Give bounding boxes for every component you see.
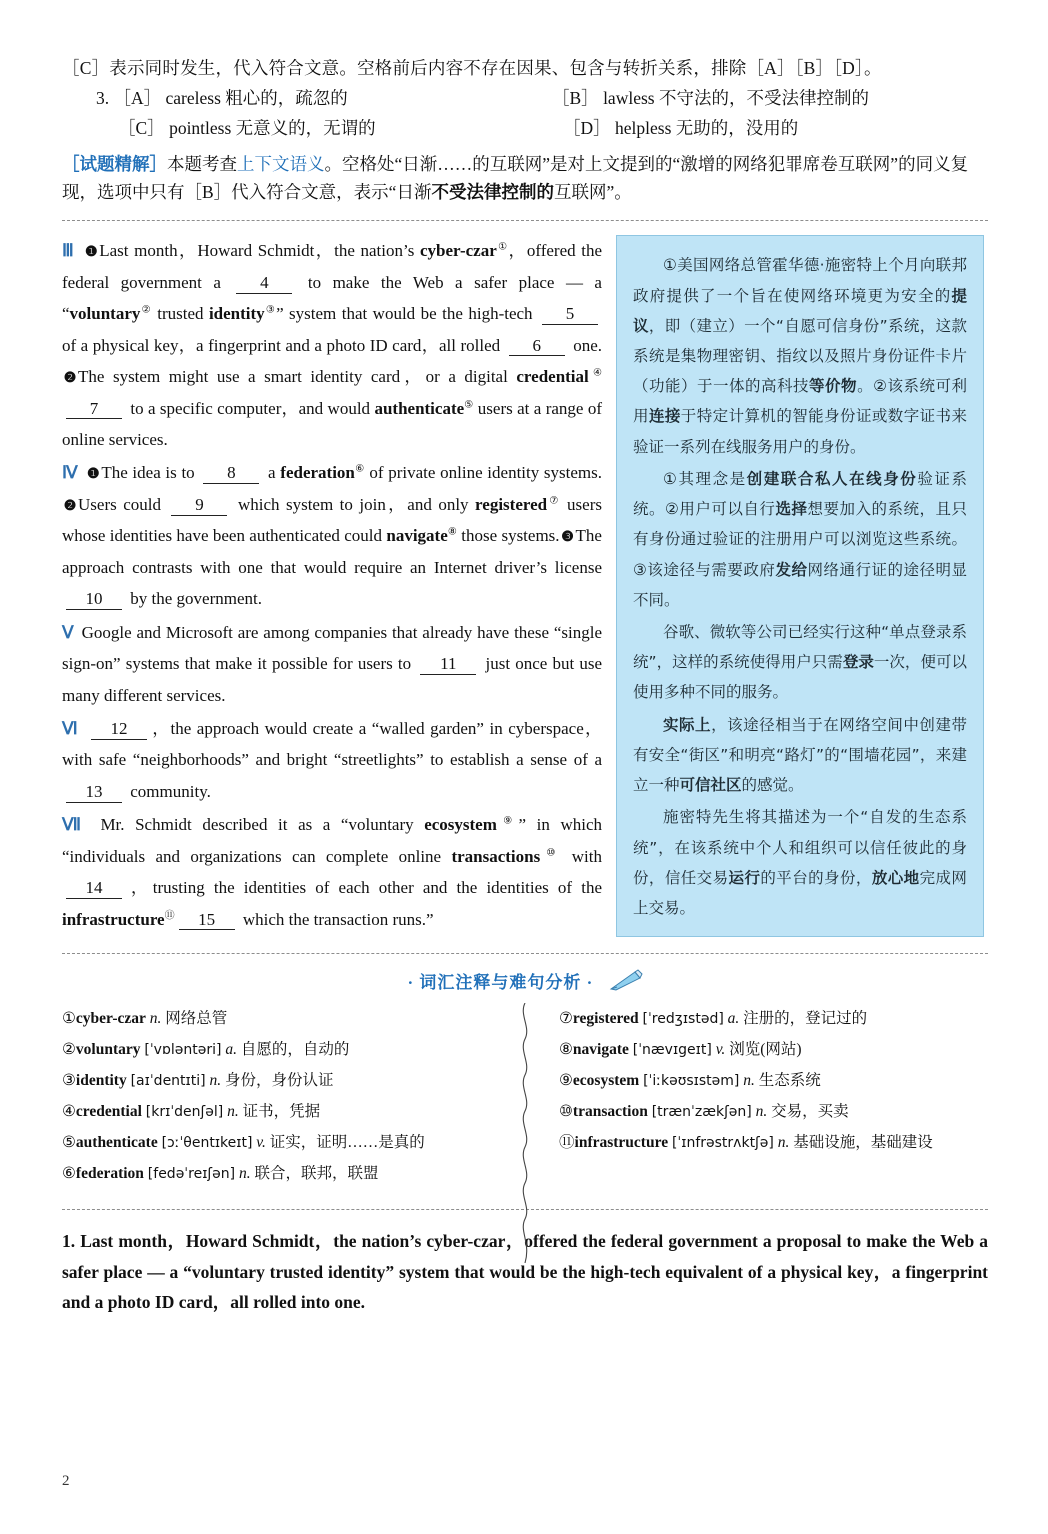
entry-index: ⑥ — [62, 1165, 76, 1182]
passage-text: Google and Microsoft are among companies that already have these “single sign-on” systems that make it possible for users to — [62, 622, 602, 674]
passage-text: The idea is to — [101, 463, 200, 483]
sentence-marker: ❸ — [561, 530, 574, 546]
keyword: federation — [280, 463, 355, 483]
entry-phonetic: [ˈɪnfrəstrʌktʃə] — [671, 1135, 774, 1151]
entry-pos: a. — [225, 1041, 237, 1058]
footnote-marker: ⑦ — [547, 495, 561, 507]
vocabulary-right-column — [525, 1003, 988, 1189]
option-a-word: careless — [165, 88, 221, 109]
entry-pos: v. — [715, 1041, 726, 1058]
translation-text: 。②该系统可利用 — [633, 377, 967, 426]
translation-text: ①其理念是 — [663, 469, 747, 488]
keyword: navigate — [386, 526, 448, 546]
passage-text: ，the approach would create a “walled garden” in cyberspace，with safe “neighborhoods” and bright “streetlights” to establish a sense of a — [62, 718, 603, 770]
keyword: credential — [516, 367, 589, 387]
entry-meaning: 交易，买卖 — [771, 1103, 849, 1120]
keyword: authenticate — [374, 398, 465, 418]
entry-index: ② — [62, 1041, 76, 1058]
explanation-text-2: 。空格处“日渐……的互联网”是对上文提到的“激增的网络犯罪席卷互联网”的同义复现，选项中只有［B］代入符合文意，表示“日渐 — [62, 154, 969, 203]
translation-text: 于特定计算机的智能身份证或数字证书来验证一系列在线服务用户的身份。 — [633, 407, 967, 456]
entry-index: ⑧ — [559, 1041, 573, 1058]
option-c-word: pointless — [169, 118, 232, 139]
entry-phonetic: [trænˈzækʃən] — [651, 1104, 752, 1120]
entry-meaning: 浏览(网站) — [729, 1041, 802, 1058]
passage-text: The system might use a smart identity card，or a digital — [78, 367, 517, 387]
vocabulary-entry — [62, 1096, 507, 1127]
vocabulary-entry — [559, 1127, 970, 1158]
vocabulary-entry — [62, 1127, 507, 1158]
entry-index: ④ — [62, 1103, 76, 1120]
option-a-tag: ［A］ — [113, 88, 162, 109]
passage-text: Last month，Howard Schmidt，the nation’s — [99, 241, 420, 261]
entry-pos: n. — [209, 1072, 222, 1089]
entry-meaning: 注册的，登记过的 — [743, 1010, 868, 1027]
footnote-marker: ⑤ — [464, 398, 474, 410]
footnote-marker: ⑥ — [354, 463, 365, 475]
sentence-marker: ❶ — [87, 467, 100, 483]
passage-text: of a physical key，a fingerprint and a photo ID card，all rolled — [62, 335, 505, 355]
passage-text: to make the Web a safer place — a “ — [62, 272, 602, 324]
entry-index: ① — [62, 1010, 76, 1027]
english-passage-column — [62, 235, 602, 937]
option-b-word: lawless — [603, 88, 655, 109]
translation-paragraph — [633, 617, 967, 708]
page-number: 2 — [62, 1473, 70, 1489]
keyword: registered — [475, 494, 548, 514]
entry-meaning: 自愿的，自动的 — [240, 1041, 350, 1058]
translation-text: 谷歌、微软等公司已经实行这种“单点登录系统”，这样的系统使得用户只需 — [633, 623, 967, 672]
translation-text: 的感觉。 — [741, 776, 804, 795]
translation-text: ，该途径相当于在网络空间中创建带有安全“街区”和明亮“路灯”的“围墙花园”，来建立一种 — [633, 715, 967, 795]
vocabulary-entry — [559, 1034, 970, 1065]
vocabulary-left-column — [62, 1003, 525, 1189]
english-paragraph — [62, 235, 602, 455]
passage-text: by the government. — [126, 589, 262, 609]
vocabulary-entry — [559, 1003, 970, 1034]
passage-text: ” in which “individuals and organizations can complete online — [62, 815, 602, 866]
option-d-word: helpless — [615, 118, 672, 139]
footnote-marker: ⑩ — [540, 847, 562, 859]
explanation-text-1: 本题考查 — [167, 154, 237, 175]
entry-index: ⑦ — [559, 1010, 573, 1027]
sentence-number: 1. — [62, 1231, 76, 1251]
entry-pos: n. — [755, 1103, 768, 1120]
entry-word: authenticate — [75, 1134, 158, 1151]
blank-number: 12 — [91, 720, 147, 740]
entry-index: ⑤ — [62, 1134, 76, 1151]
translation-paragraph — [633, 710, 967, 801]
entry-word: registered — [572, 1010, 639, 1027]
entry-pos: a. — [727, 1010, 740, 1027]
passage-text: community. — [126, 781, 211, 801]
keyword: ecosystem — [424, 815, 497, 835]
vocabulary-entry — [559, 1096, 970, 1127]
entry-word: federation — [75, 1165, 144, 1182]
explanation-paragraph — [62, 150, 988, 206]
vocabulary-title — [62, 966, 988, 993]
option-b-tag: ［B］ — [552, 88, 599, 109]
footnote-marker: ② — [140, 304, 152, 316]
translation-highlight: 实际上 — [663, 715, 712, 734]
passage-text: with — [561, 846, 603, 866]
translation-highlight: 发给 — [775, 560, 808, 579]
blank-number: 7 — [66, 400, 122, 420]
entry-phonetic: [fedəˈreɪʃən] — [147, 1166, 236, 1182]
translation-highlight: 登录 — [842, 653, 874, 672]
pen-icon — [609, 969, 643, 996]
entry-word: transaction — [572, 1103, 648, 1120]
passage-text: Users could — [78, 494, 168, 514]
passage-text: of private online identity systems. — [364, 463, 603, 483]
translation-highlight: 等价物 — [809, 377, 858, 396]
english-paragraph — [62, 617, 602, 711]
entry-word: ecosystem — [572, 1072, 640, 1089]
blank-number: 4 — [236, 274, 292, 294]
translation-text: ①美国网络总管霍华德·施密特上个月向联邦政府提供了一个旨在使网络环境更为安全的 — [633, 256, 967, 305]
entry-word: voluntary — [75, 1041, 141, 1058]
english-paragraph — [62, 457, 602, 614]
explanation-text-3: 互联网”。 — [553, 182, 632, 203]
translation-highlight: 可信社区 — [679, 776, 742, 795]
translation-text: 网络通行证的途径明显不同。 — [633, 560, 967, 609]
passage-text: The approach contrasts with one that would require an Internet driver’s license — [62, 526, 602, 577]
entry-phonetic: [ɔːˈθentɪkeɪt] — [161, 1135, 253, 1151]
option-a-zh: 粗心的，疏忽的 — [225, 88, 348, 109]
option-d-zh: 无助的，没用的 — [675, 118, 799, 139]
option-c — [88, 115, 543, 142]
entry-phonetic: [ˈiːkəʊsɪstəm] — [643, 1073, 740, 1089]
explanation-keyword: 上下文语义 — [237, 154, 325, 175]
passage-section — [62, 220, 988, 937]
passage-text: which the transaction runs.” — [238, 909, 434, 929]
option-a — [88, 85, 532, 112]
entry-word: navigate — [572, 1041, 629, 1058]
entry-word: credential — [75, 1103, 142, 1120]
blank-number: 10 — [66, 590, 122, 610]
keyword: infrastructure — [62, 909, 165, 929]
entry-index: ⑨ — [559, 1072, 573, 1089]
option-row-ab — [62, 85, 988, 112]
entry-phonetic: [ˈnævɪgeɪt] — [632, 1042, 712, 1058]
entry-pos: n. — [777, 1134, 790, 1151]
blank-number: 9 — [171, 496, 227, 516]
entry-pos: n. — [149, 1010, 162, 1027]
translation-text: 验证系统。②用户可以自行 — [633, 469, 967, 519]
passage-text: which system to join，and only — [231, 494, 476, 514]
sentence-marker: ❷ — [63, 371, 77, 387]
translation-paragraph — [633, 464, 967, 615]
option-c-zh: 无意义的，无谓的 — [235, 118, 376, 139]
passage-text: those systems. — [456, 526, 560, 546]
blank-number: 13 — [66, 783, 122, 803]
option-b — [532, 85, 988, 112]
entry-meaning: 基础设施，基础建设 — [793, 1134, 933, 1151]
translation-highlight: 放心地 — [871, 868, 920, 887]
passage-text: users at a range of online services. — [62, 398, 602, 449]
sentence-text: Last month，Howard Schmidt，the nation’s cyber-czar，offered the federal government a proposal to make the Web a safer place — a “voluntary trusted identity” system that would be the high-tech equivalent of a physical key，a fingerprint and a photo ID card，all rolled into one. — [62, 1231, 989, 1313]
passage-text: ，offered the federal government a — [62, 241, 603, 292]
translation-highlight: 选择 — [775, 500, 808, 519]
translation-text: 的平台的身份， — [760, 868, 872, 887]
entry-pos: n. — [227, 1103, 239, 1120]
entry-phonetic: [krɪˈdenʃəl] — [145, 1104, 224, 1120]
answer-key-block — [62, 55, 988, 206]
translation-highlight: 运行 — [728, 868, 761, 887]
translation-paragraph — [633, 250, 967, 462]
paragraph-marker: Ⅳ — [62, 463, 79, 483]
paragraph-marker: Ⅲ — [62, 241, 76, 261]
paragraph-marker: Ⅵ — [62, 718, 80, 738]
entry-meaning: 生态系统 — [758, 1072, 821, 1089]
entry-meaning: 网络总管 — [165, 1010, 228, 1027]
entry-meaning: 联合，联邦，联盟 — [254, 1165, 379, 1182]
entry-meaning: 证实，证明……是真的 — [269, 1134, 425, 1151]
keyword: voluntary — [69, 304, 141, 324]
entry-phonetic: [ˈredʒɪstəd] — [642, 1011, 724, 1027]
blank-number: 14 — [66, 879, 122, 899]
translation-text: 想要加入的系统，且只有身份通过验证的注册用户可以浏览这些系统。③该途径与需要政府 — [633, 500, 967, 579]
explanation-bold: 不受法律控制的 — [431, 182, 554, 203]
entry-phonetic: [aɪˈdentɪti] — [130, 1073, 206, 1089]
explanation-tag: ［试题精解］ — [62, 154, 167, 175]
passage-text: Mr. Schmidt described it as a “voluntary — [100, 815, 425, 835]
wavy-divider — [518, 1003, 532, 1263]
passage-text: ” system that would be the high-tech — [276, 304, 538, 324]
vocabulary-entry — [62, 1003, 507, 1034]
passage-text: to a specific computer，and would — [126, 398, 375, 418]
vocabulary-columns — [62, 1003, 988, 1189]
vocabulary-entry — [62, 1158, 507, 1189]
option-c-tag: ［C］ — [118, 118, 165, 139]
blank-number: 6 — [509, 337, 565, 357]
vocabulary-entry — [559, 1065, 970, 1096]
translation-paragraph — [633, 802, 967, 923]
passage-text: ，trusting the identities of each other and the identities of the — [126, 878, 602, 898]
option-b-zh: 不守法的，不受法律控制的 — [658, 88, 869, 109]
keyword: cyber-czar — [419, 241, 497, 261]
english-paragraph — [62, 809, 602, 935]
vocabulary-section — [62, 953, 988, 1189]
sentence-marker: ❶ — [84, 245, 98, 261]
entry-meaning: 身份，身份认证 — [224, 1072, 334, 1089]
footnote-marker: ⑨ — [496, 815, 519, 827]
entry-pos: v. — [256, 1134, 266, 1151]
entry-pos: n. — [743, 1072, 755, 1089]
passage-text: trusted — [151, 304, 209, 324]
blank-number: 15 — [179, 911, 235, 931]
vocabulary-entry — [62, 1034, 507, 1065]
footnote-marker: ③ — [264, 304, 277, 316]
translation-highlight: 连接 — [648, 407, 681, 426]
footnote-marker: ④ — [588, 367, 602, 379]
translation-text: 一次，便可以使用多种不同的服务。 — [633, 653, 967, 702]
blank-number: 8 — [203, 464, 259, 484]
entry-pos: n. — [238, 1165, 251, 1182]
entry-index: ⑩ — [559, 1103, 573, 1120]
entry-index: ③ — [62, 1072, 76, 1089]
blank-number: 5 — [542, 305, 598, 325]
translation-text: ，即（建立）一个“自愿可信身份”系统，这款系统是集物理密钥、指纹以及照片身份证件卡片（功能）于一体的高科技 — [633, 316, 967, 396]
entry-word: cyber-czar — [75, 1010, 146, 1027]
entry-meaning: 证书，凭据 — [242, 1103, 321, 1120]
paragraph-marker: Ⅴ — [62, 622, 75, 642]
translation-text: 完成网上交易。 — [633, 868, 967, 917]
translation-highlight: 创建联合私人在线身份 — [746, 469, 918, 488]
question-number: 3. — [96, 88, 110, 109]
blank-number: 11 — [420, 655, 476, 675]
answer-note-line: ［C］表示同时发生，代入符合文意。空格前后内容不存在因果、包含与转折关系，排除［A］［B］［D］。 — [62, 58, 882, 78]
passage-text: users whose identities have been authenticated could — [62, 494, 602, 546]
english-paragraph — [62, 713, 602, 807]
passage-text: one. — [568, 335, 603, 355]
entry-index: ⑪ — [559, 1134, 575, 1151]
footnote-marker: ⑪ — [164, 909, 175, 921]
translation-highlight: 提议 — [633, 286, 967, 335]
keyword: transactions — [451, 846, 541, 866]
footnote-marker: ⑧ — [447, 526, 457, 538]
paragraph-marker: Ⅶ — [62, 815, 88, 835]
passage-text: just once but use many different services. — [62, 654, 602, 705]
passage-text: a — [263, 463, 281, 483]
chinese-translation-column — [616, 235, 984, 937]
translation-text: 施密特先生将其描述为一个“自发的生态系统”，在该系统中个人和组织可以信任彼此的身份，信任交易 — [633, 808, 967, 887]
entry-phonetic: [ˈvɒləntəri] — [144, 1042, 222, 1058]
vocabulary-title-text: · 词汇注释与难句分析 · — [407, 973, 594, 992]
sentence-marker: ❷ — [63, 498, 77, 514]
footnote-marker: ① — [496, 241, 509, 253]
entry-word: infrastructure — [574, 1134, 669, 1151]
vocabulary-entry — [62, 1065, 507, 1096]
option-row-cd — [62, 115, 988, 142]
option-d — [543, 115, 988, 142]
keyword: identity — [208, 304, 265, 324]
option-d-tag: ［D］ — [563, 118, 611, 139]
entry-word: identity — [75, 1072, 127, 1089]
